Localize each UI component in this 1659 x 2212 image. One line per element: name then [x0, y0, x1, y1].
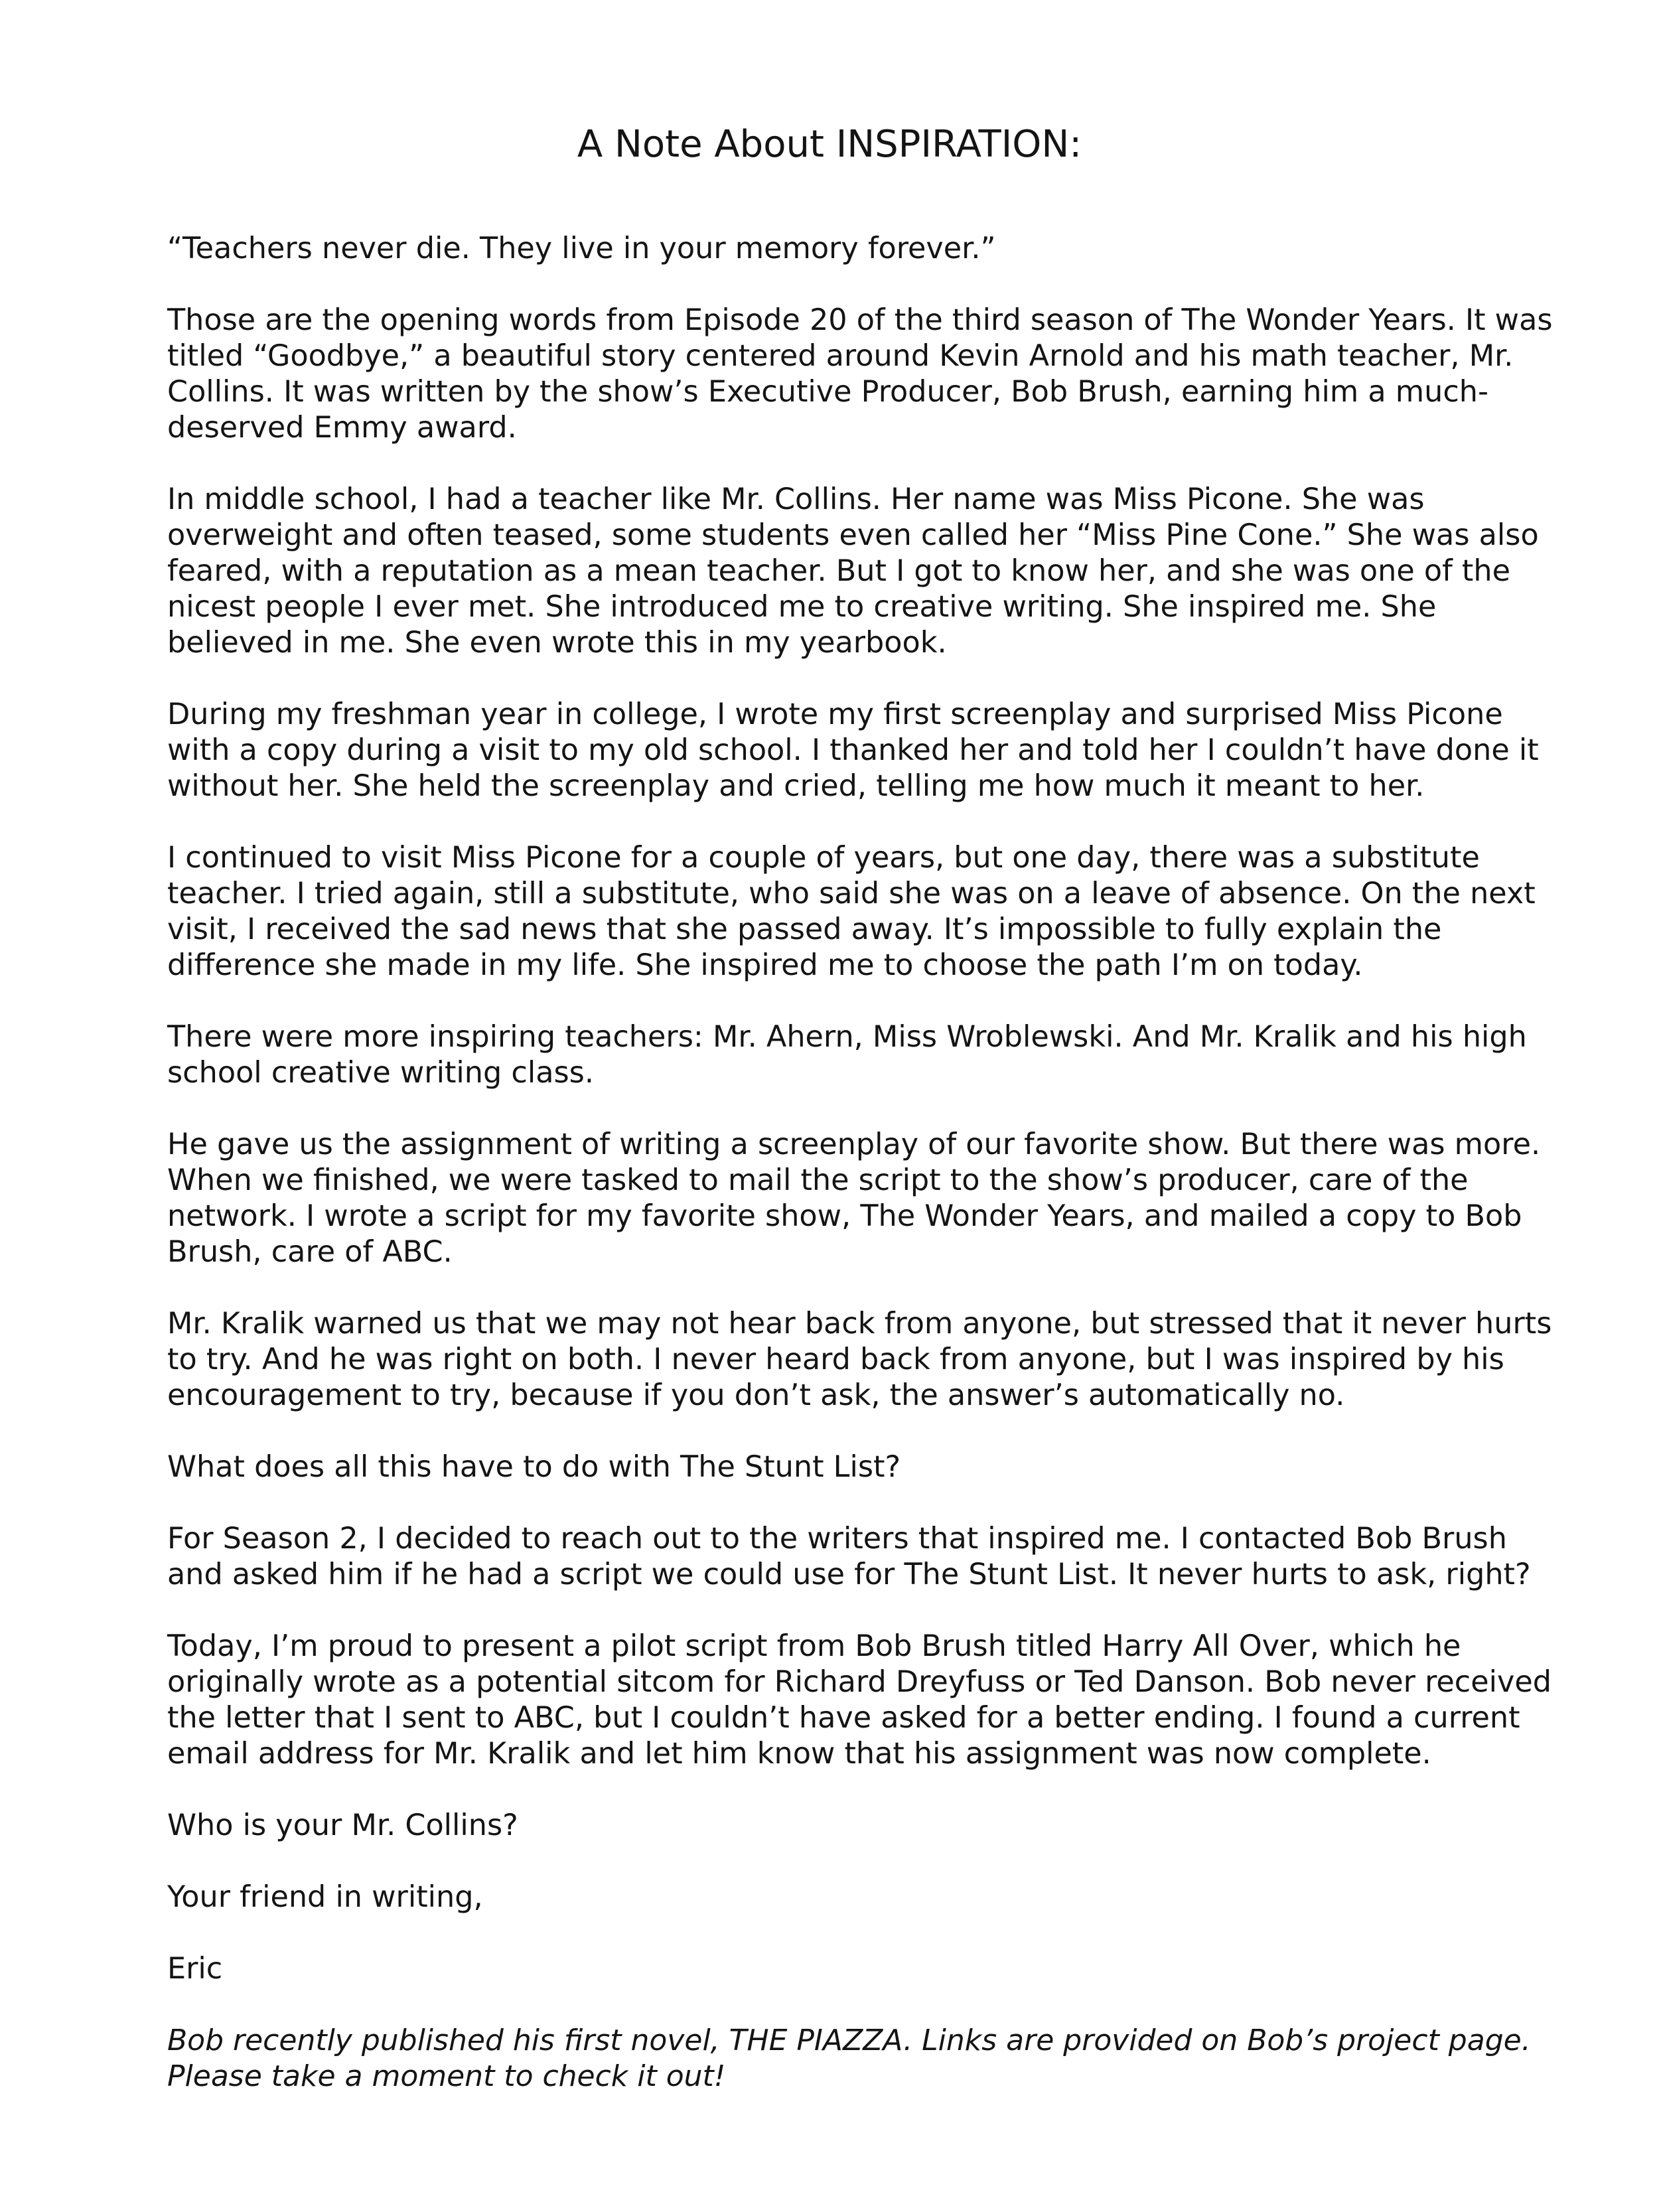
paragraph-freshman-year: During my freshman year in college, I wrote my first screenplay and surprised Miss Picone with a copy during a visit to my old school. I thanked her and told her I couldn’t have done it without her. She held the screenplay and cried, telling me how much it meant to her.: [167, 698, 1539, 803]
paragraph-signature: Eric: [167, 1952, 223, 1986]
paragraph-assignment: He gave us the assignment of writing a screenplay of our favorite show. But there was more. When we finished, we were tasked to mail the script to the show’s producer, care of the network. I wrote a script for my favorite show, The Wonder Years, and mailed a copy to Bob Brush, care of ABC.: [167, 1128, 1541, 1269]
paragraph-quote: “Teachers never die. They live in your memory forever.”: [167, 232, 996, 265]
paragraph-wonder-years: Those are the opening words from Episode 20 of the third season of The Wonder Years. It was titled “Goodbye,” a beautiful story centered around Kevin Arnold and his math teacher, Mr. Collins. It was written by the show’s Executive Producer, Bob Brush, earning him a much-deserved Emmy award.: [167, 303, 1553, 445]
paragraph-sign-off: Your friend in writing,: [167, 1880, 483, 1914]
paragraph-novel-note: Bob recently published his first novel, THE PIAZZA. Links are provided on Bob’s project page. Please take a moment to check it out!: [167, 2024, 1531, 2093]
paragraph-substitute: I continued to visit Miss Picone for a couple of years, but one day, there was a substitute teacher. I tried again, still a substitute, who said she was on a leave of absence. On the next visit, I received the sad news that she passed away. It’s impossible to fully explain the difference she made in my life. She inspired me to choose the path I’m on today.: [167, 841, 1536, 982]
page-title: A Note About INSPIRATION:: [577, 123, 1082, 166]
paragraph-never-hurts: Mr. Kralik warned us that we may not hear back from anyone, but stressed that it never hurts to try. And he was right on both. I never heard back from anyone, but I was inspired by his encouragement to try, because if you don’t ask, the answer’s automatically no.: [167, 1307, 1552, 1412]
paragraph-stunt-list-question: What does all this have to do with The Stunt List?: [167, 1450, 901, 1484]
paragraph-season-2: For Season 2, I decided to reach out to the writers that inspired me. I contacted Bob Brush and asked him if he had a script we could use for The Stunt List. It never hurts to ask, right?: [167, 1522, 1531, 1591]
paragraph-more-teachers: There were more inspiring teachers: Mr. Ahern, Miss Wroblewski. And Mr. Kralik and his high school creative writing class.: [167, 1020, 1527, 1090]
paragraph-pilot-script: Today, I’m proud to present a pilot script from Bob Brush titled Harry All Over, which he originally wrote as a potential sitcom for Richard Dreyfuss or Ted Danson. Bob never received the letter that I sent to ABC, but I couldn’t have asked for a better ending. I found a current email address for Mr. Kralik and let him know that his assignment was now complete.: [167, 1629, 1551, 1771]
paragraph-your-mr-collins: Who is your Mr. Collins?: [167, 1808, 518, 1842]
paragraph-miss-picone: In middle school, I had a teacher like Mr. Collins. Her name was Miss Picone. She was overweight and often teased, some students even called her “Miss Pine Cone.” She was also feared, with a reputation as a mean teacher. But I got to know her, and she was one of the nicest people I ever met. She introduced me to creative writing. She inspired me. She believed in me. She even wrote this in my yearbook.: [167, 482, 1539, 660]
document-body: [167, 231, 1567, 2095]
